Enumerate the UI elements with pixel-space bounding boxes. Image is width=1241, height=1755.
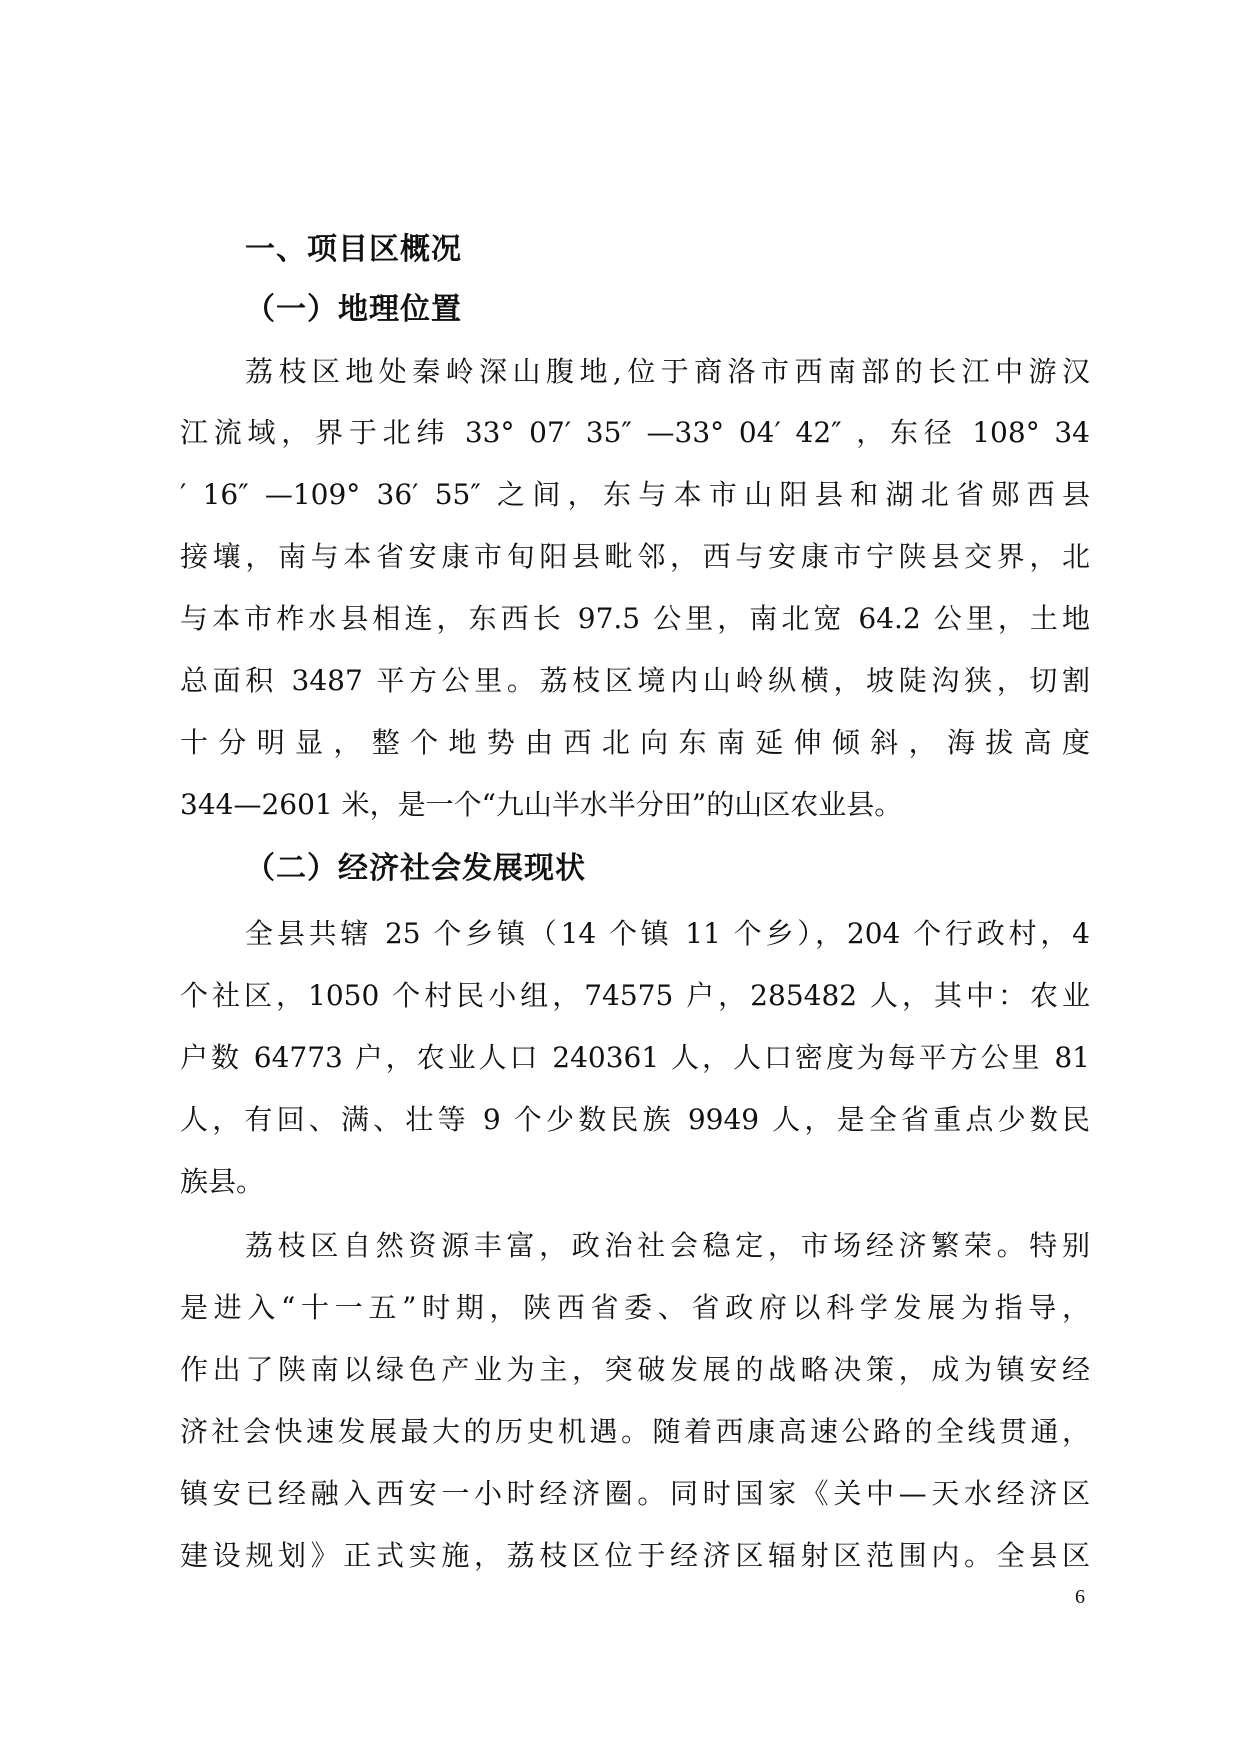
paragraph-line: 344—2601 米，是一个“九山半水半分田”的山区农业县。 [180, 788, 903, 821]
paragraph-line: 人，有回、满、壮等 9 个少数民族 9949 人，是全省重点少数民 [180, 1103, 1090, 1136]
paragraph-line: 十分明显，整个地势由西北向东南延伸倾斜，海拔高度 [180, 726, 1090, 759]
paragraph-line: 镇安已经融入西安一小时经济圈。同时国家《关中—天水经济区 [180, 1477, 1090, 1510]
page-number: 6 [1075, 1586, 1085, 1608]
paragraph-line: ′ 16″ —109° 36′ 55″ 之间，东与本市山阳县和湖北省郧西县 [180, 478, 1090, 511]
paragraph-line: 与本市柞水县相连，东西长 97.5 公里，南北宽 64.2 公里，土地 [180, 602, 1090, 635]
subsection-heading-economy: （二）经济社会发展现状 [245, 851, 586, 886]
section-heading: 一、项目区概况 [245, 232, 462, 267]
paragraph-line: 总面积 3487 平方公里。荔枝区境内山岭纵横，坡陡沟狭，切割 [180, 664, 1090, 697]
paragraph-line: 江流域，界于北纬 33° 07′ 35″ —33° 04′ 42″ ，东径 108° 34 [180, 416, 1090, 449]
subsection-heading-geography: （一）地理位置 [245, 292, 462, 327]
paragraph-line: 是进入“十一五”时期，陕西省委、省政府以科学发展为指导， [180, 1291, 1090, 1324]
paragraph-line: 接壤，南与本省安康市旬阳县毗邻，西与安康市宁陕县交界，北 [180, 540, 1090, 573]
paragraph-line: 全县共辖 25 个乡镇（14 个镇 11 个乡），204 个行政村，4 [245, 917, 1090, 950]
paragraph-line: 族县。 [180, 1165, 265, 1198]
paragraph-line: 个社区，1050 个村民小组，74575 户，285482 人，其中：农业 [180, 979, 1090, 1012]
paragraph-line: 户数 64773 户，农业人口 240361 人，人口密度为每平方公里 81 [180, 1041, 1090, 1074]
paragraph-line: 荔枝区地处秦岭深山腹地,位于商洛市西南部的长江中游汉 [245, 355, 1090, 388]
paragraph-line: 作出了陕南以绿色产业为主，突破发展的战略决策，成为镇安经 [180, 1353, 1090, 1386]
paragraph-line: 荔枝区自然资源丰富，政治社会稳定，市场经济繁荣。特别 [245, 1229, 1090, 1262]
paragraph-line: 济社会快速发展最大的历史机遇。随着西康高速公路的全线贯通， [180, 1415, 1090, 1448]
paragraph-line: 建设规划》正式实施，荔枝区位于经济区辐射区范围内。全县区 [180, 1539, 1090, 1572]
